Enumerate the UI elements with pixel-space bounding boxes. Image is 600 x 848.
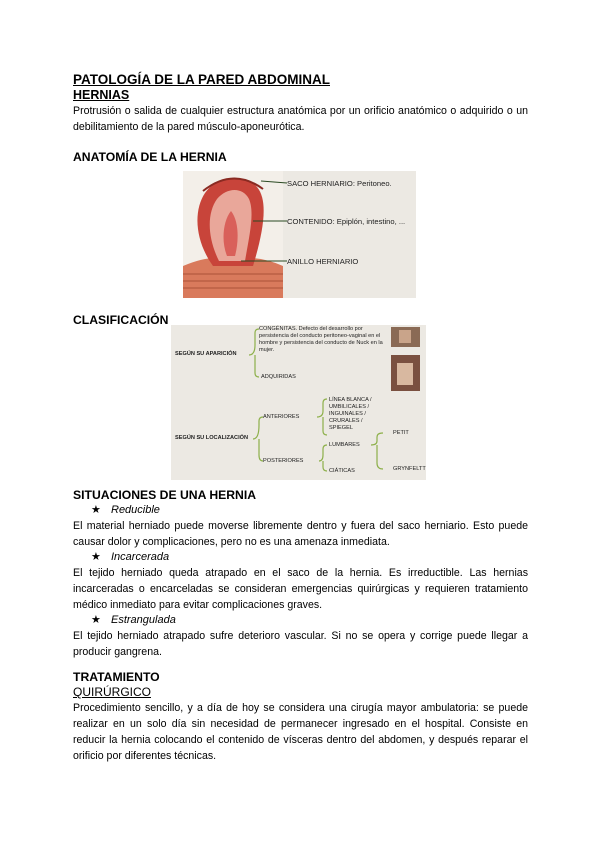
star-icon: ★ (91, 614, 101, 626)
situations-section (73, 488, 528, 660)
anatomy-figure (183, 171, 416, 298)
label-hernia-ring: ANILLO HERNIARIO (287, 257, 359, 266)
label-congenital: CONGÉNITAS. Defecto del desarrollo por persistencia del conducto peritoneo-vaginal en el hombre y persistencia del conducto de Nuck en la mujer. (259, 326, 383, 353)
label-by-appearance: SEGÚN SU APARICIÓN (175, 351, 237, 357)
classification-heading: CLASIFICACIÓN (73, 313, 169, 327)
label-sciatic: CIÁTICAS (329, 468, 355, 474)
page-title: PATOLOGÍA DE LA PARED ABDOMINAL (73, 72, 330, 87)
label-hernia-sac: SACO HERNIARIO: Peritoneo. (287, 179, 392, 188)
classification-figure (171, 325, 426, 480)
star-icon: ★ (91, 504, 101, 516)
situation-text-strangulated: El tejido herniado atrapado sufre deterioro vascular. Si no se opera y corrige puede llegar a producir gangrena. (73, 630, 528, 658)
document-page (73, 72, 528, 135)
label-anterior: ANTERIORES (263, 414, 300, 420)
treatment-heading: TRATAMIENTO (73, 670, 160, 684)
situation-name-reducible: ★ Reducible (91, 504, 160, 516)
surgical-heading: QUIRÚRGICO (73, 685, 151, 699)
label-posterior: POSTERIORES (263, 458, 304, 464)
hernia-illustration (183, 171, 416, 298)
surgical-text: Procedimiento sencillo, y a día de hoy se considera una cirugía mayor ambulatoria: se puede realizar en un solo día sin necesidad de permanecer ingresado en el hospital. Consiste en reducir la hernia colocando el contenido de vísceras dentro del abdomen, y después reparar el orificio por diferentes técnicas. (73, 702, 528, 762)
situation-text-incarcerated: El tejido herniado queda atrapado en el saco de la hernia. Es irreductible. Las hernias incarceradas o encarceladas se consideran emergencias quirúrgicas y requieren tratamiento médico inmediato para evitar complicaciones graves. (73, 567, 528, 611)
section-title-hernias: HERNIAS (73, 88, 130, 102)
label-anterior-types: LÍNEA BLANCA / UMBILICALES / INGUINALES / CRURALES / SPIEGEL (329, 397, 372, 431)
star-icon: ★ (91, 551, 101, 563)
label-by-location: SEGÚN SU LOCALIZACIÓN (175, 435, 249, 441)
anatomy-heading: ANATOMÍA DE LA HERNIA (73, 150, 227, 164)
label-grynfeltt: GRYNFELTT (393, 466, 426, 472)
situation-name-incarcerated: ★ Incarcerada (91, 551, 170, 563)
label-petit: PETIT (393, 430, 409, 436)
situations-heading: SITUACIONES DE UNA HERNIA (73, 488, 257, 502)
situation-text-reducible: El material herniado puede moverse libremente dentro y fuera del saco herniario. Esto puede causar dolor y complicaciones, pero no es una amenaza inmediata. (73, 520, 528, 548)
label-hernia-content: CONTENIDO: Epiplón, intestino, ... (287, 217, 406, 226)
label-lumbar: LUMBARES (329, 442, 360, 448)
label-acquired: ADQUIRIDAS (261, 374, 296, 380)
definition-text: Protrusión o salida de cualquier estructura anatómica por un orificio anatómico o adquirido o un debilitamiento de la pared músculo-aponeurótica. (73, 105, 528, 133)
treatment-section (73, 670, 528, 764)
situation-name-strangulated: ★ Estrangulada (91, 614, 176, 626)
